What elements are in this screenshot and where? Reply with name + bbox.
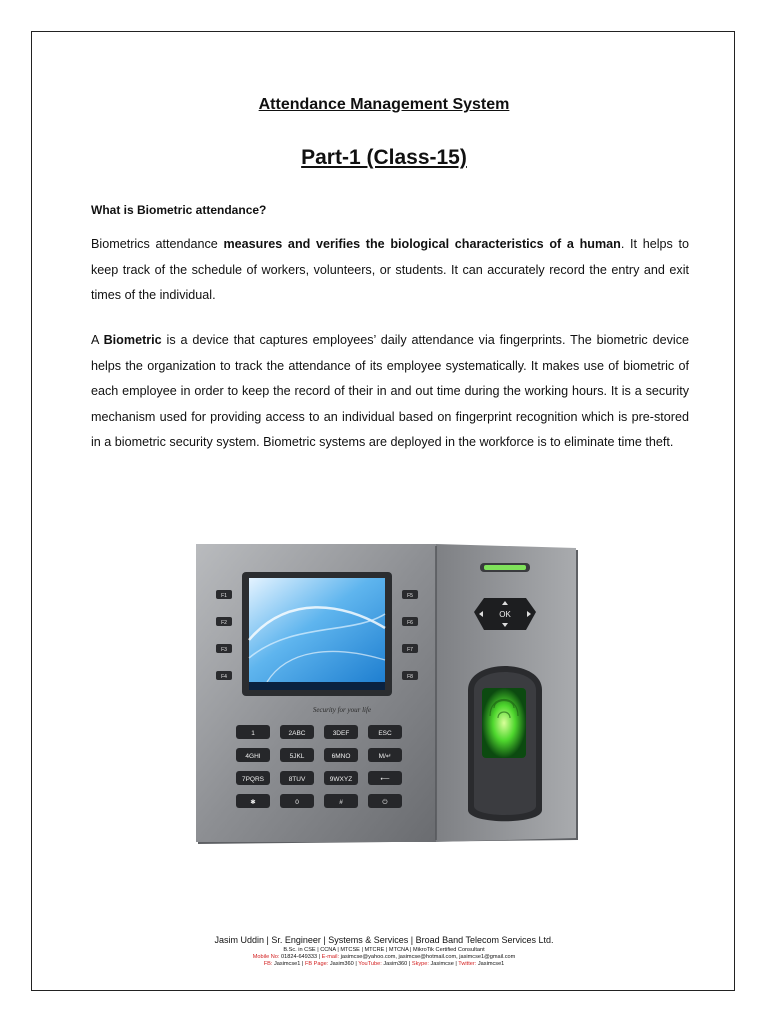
svg-text:9WXYZ: 9WXYZ bbox=[329, 776, 353, 783]
footer-contact: Mobile No: 01824-649333 | E-mail: jasimcse@yahoo.com, jasimcse@hotmail.com, jasimcse1@gmail.com bbox=[252, 954, 516, 960]
svg-text:6MNO: 6MNO bbox=[331, 753, 351, 760]
svg-text:1: 1 bbox=[251, 730, 255, 737]
document-title: Attendance Management System bbox=[258, 96, 510, 113]
document-subtitle: Part-1 (Class-15) bbox=[301, 146, 467, 169]
svg-text:F5: F5 bbox=[407, 593, 413, 599]
svg-text:F6: F6 bbox=[407, 620, 413, 626]
svg-text:F4: F4 bbox=[221, 674, 227, 680]
svg-text:F3: F3 bbox=[221, 647, 227, 653]
footer-author: Jasim Uddin | Sr. Engineer | Systems & Services | Broad Band Telecom Services Ltd. bbox=[214, 935, 554, 945]
svg-text:5JKL: 5JKL bbox=[289, 753, 305, 760]
svg-text:2ABC: 2ABC bbox=[288, 730, 306, 737]
svg-text:F2: F2 bbox=[221, 620, 227, 626]
footer-certifications: B.Sc. in CSE | CCNA | MTCSE | MTCRE | MTCNA | MikroTik Certified Consultant bbox=[283, 947, 485, 953]
section-heading: What is Biometric attendance? bbox=[91, 203, 267, 217]
svg-text:0: 0 bbox=[295, 799, 299, 806]
svg-text:⟵: ⟵ bbox=[380, 776, 390, 783]
svg-text:✱: ✱ bbox=[250, 799, 256, 806]
svg-text:4GHI: 4GHI bbox=[245, 753, 261, 760]
svg-text:8TUV: 8TUV bbox=[288, 776, 306, 783]
navigation-pad bbox=[474, 598, 536, 630]
svg-text:#: # bbox=[339, 799, 343, 806]
svg-text:7PQRS: 7PQRS bbox=[241, 776, 265, 783]
svg-text:F8: F8 bbox=[407, 674, 413, 680]
paragraph-1: Biometrics attendance measures and verifies the biological characteristics of a human. It helps to keep track of the schedule of workers, volunteers, or students. It can accurately record the entry and exit times of the individual. bbox=[91, 237, 689, 302]
svg-text:ESC: ESC bbox=[378, 730, 392, 737]
paragraph-2: A Biometric is a device that captures employees’ daily attendance via fingerprints. The biometric device helps the organization to track the attendance of its employee systematically. It makes use of biometric of each employee in order to keep the record of their in and out time during the working hours. It is a security mechanism used for providing access to an individual based on fingerprint recognition which is pre-stored in a biometric security system. Biometric systems are deployed in the workforce is to eliminate time theft. bbox=[91, 333, 689, 449]
fingerprint-sensor bbox=[482, 688, 526, 758]
footer bbox=[0, 935, 768, 967]
page-border bbox=[31, 31, 735, 991]
biometric-device-image bbox=[192, 540, 582, 846]
svg-text:M/↵: M/↵ bbox=[378, 753, 392, 760]
svg-text:3DEF: 3DEF bbox=[332, 730, 350, 737]
svg-text:⏻: ⏻ bbox=[382, 799, 388, 806]
device-brand-text: Security for your life bbox=[312, 706, 372, 714]
footer-social: FB: Jasimcse1 | FB Page: Jasim360 | YouTube: Jasim360 | Skype: Jasimcse | Twitter: Jasimcse1 bbox=[263, 961, 505, 967]
svg-text:F7: F7 bbox=[407, 647, 413, 653]
svg-text:F1: F1 bbox=[221, 593, 227, 599]
svg-text:OK: OK bbox=[499, 610, 511, 619]
